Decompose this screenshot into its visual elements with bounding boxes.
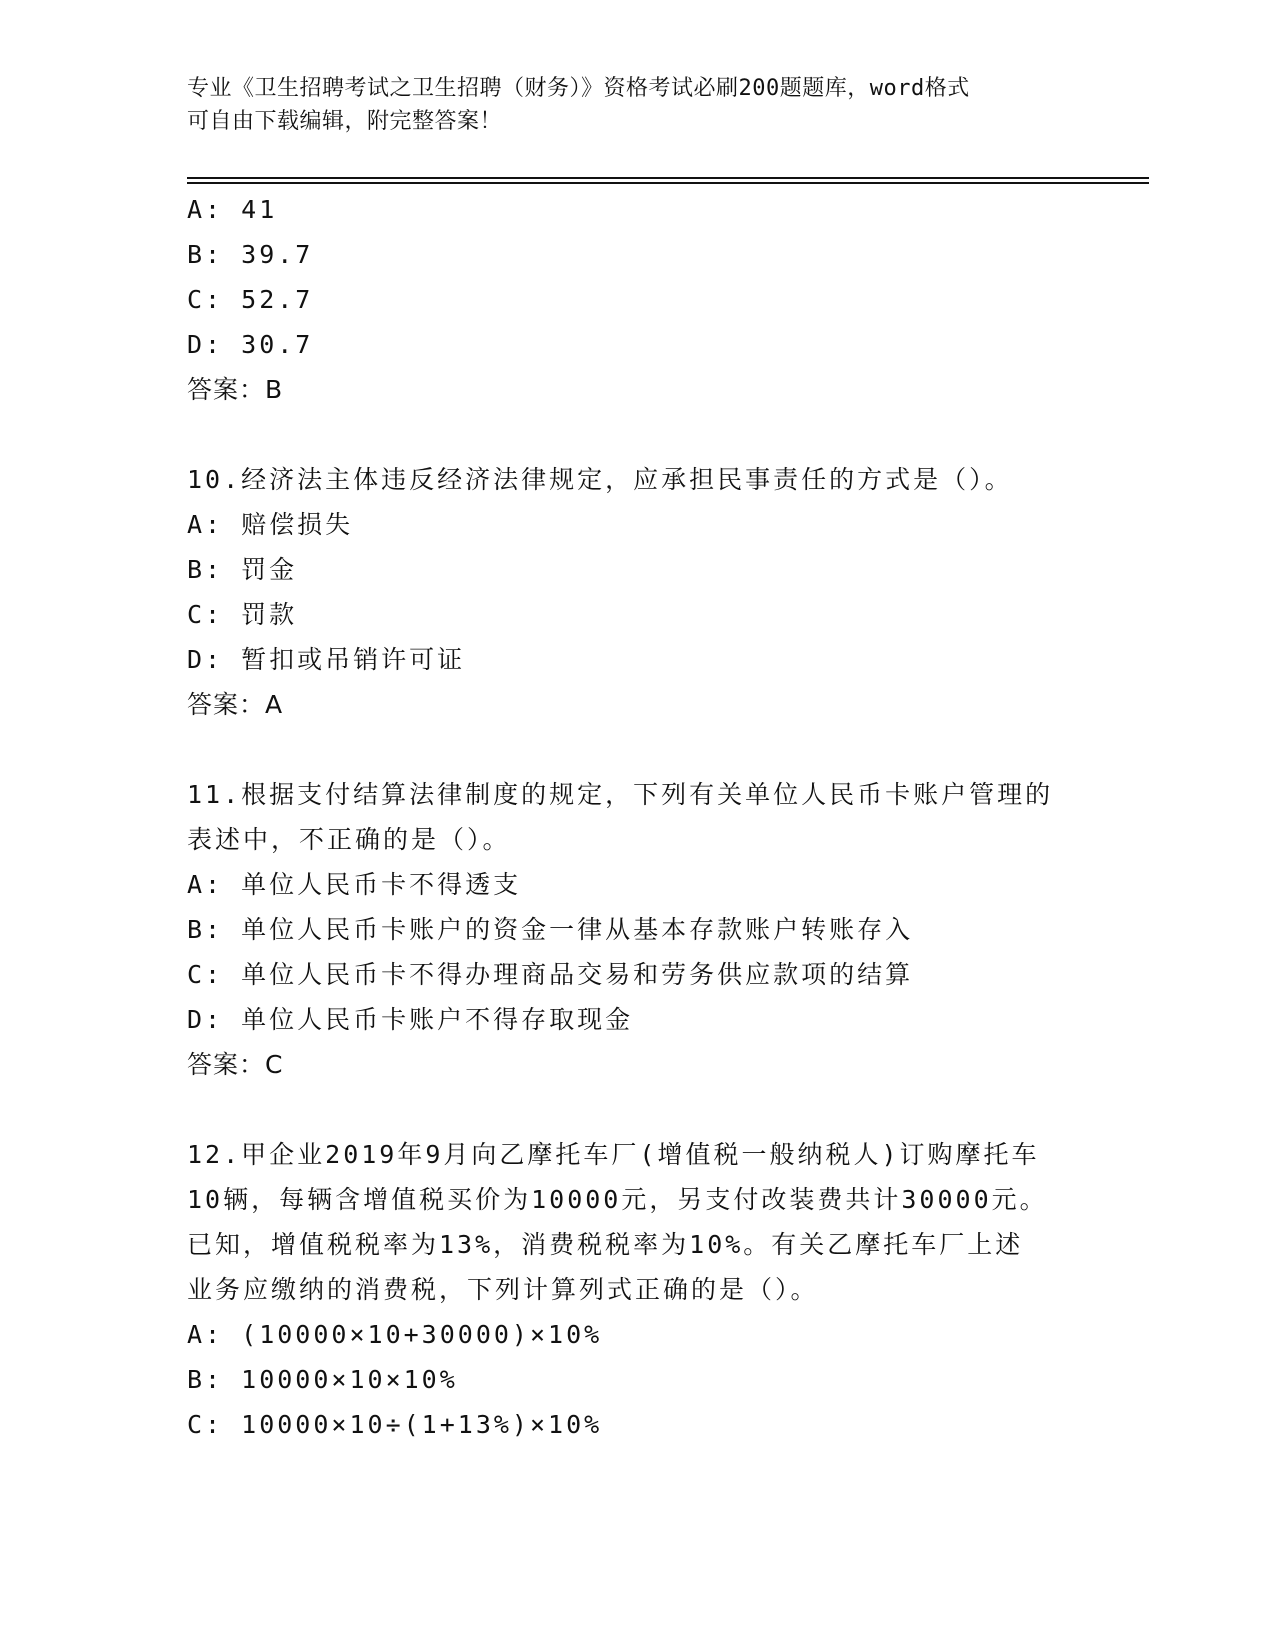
spacer [187,727,1087,772]
header-title-line-2: 可自由下载编辑，附完整答案！ [187,109,503,134]
question-stem-line: 表述中，不正确的是（）。 [187,825,511,854]
question-stem-line: 已知，增值税税率为13%，消费税税率为10%。有关乙摩托车厂上述 [187,1230,1024,1259]
answer-line: 答案：A [187,690,284,719]
option-b: B: 罚金 [187,555,298,584]
question-stem-line: 11.根据支付结算法律制度的规定，下列有关单位人民币卡账户管理的 [187,780,1054,809]
option-c: C: 单位人民币卡不得办理商品交易和劳务供应款项的结算 [187,960,914,989]
option-d: D: 30.7 [187,330,314,359]
header-title-line-1: 专业《卫生招聘考试之卫生招聘（财务）》资格考试必刷200题题库，word格式 [187,76,970,101]
header-divider-bottom [187,182,1149,184]
option-a: A: 41 [187,195,278,224]
option-c: C: 10000×10÷(1+13%)×10% [187,1410,603,1439]
spacer [187,412,1087,457]
option-b: B: 39.7 [187,240,314,269]
question-11 [187,772,1087,1087]
question-10 [187,457,1087,727]
question-stem-line: 10.经济法主体违反经济法律规定，应承担民事责任的方式是（）。 [187,465,1013,494]
question-9 [187,187,1087,412]
answer-line: 答案：B [187,375,284,404]
question-list [187,187,1087,1447]
option-d: D: 单位人民币卡账户不得存取现金 [187,1005,634,1034]
spacer [187,1087,1087,1132]
answer-line: 答案：C [187,1050,284,1079]
document-header [187,72,1087,138]
option-c: C: 52.7 [187,285,314,314]
question-12 [187,1132,1087,1447]
option-a: A: 单位人民币卡不得透支 [187,870,522,899]
option-b: B: 单位人民币卡账户的资金一律从基本存款账户转账存入 [187,915,914,944]
question-stem-line: 12.甲企业2019年9月向乙摩托车厂(增值税一般纳税人)订购摩托车 [187,1140,1040,1169]
header-divider-top [187,177,1149,179]
option-a: A: 赔偿损失 [187,510,354,539]
question-stem-line: 10辆，每辆含增值税买价为10000元，另支付改装费共计30000元。 [187,1185,1048,1214]
option-b: B: 10000×10×10% [187,1365,458,1394]
question-stem-line: 业务应缴纳的消费税，下列计算列式正确的是（）。 [187,1275,819,1304]
option-a: A: (10000×10+30000)×10% [187,1320,603,1349]
option-d: D: 暂扣或吊销许可证 [187,645,466,674]
option-c: C: 罚款 [187,600,298,629]
